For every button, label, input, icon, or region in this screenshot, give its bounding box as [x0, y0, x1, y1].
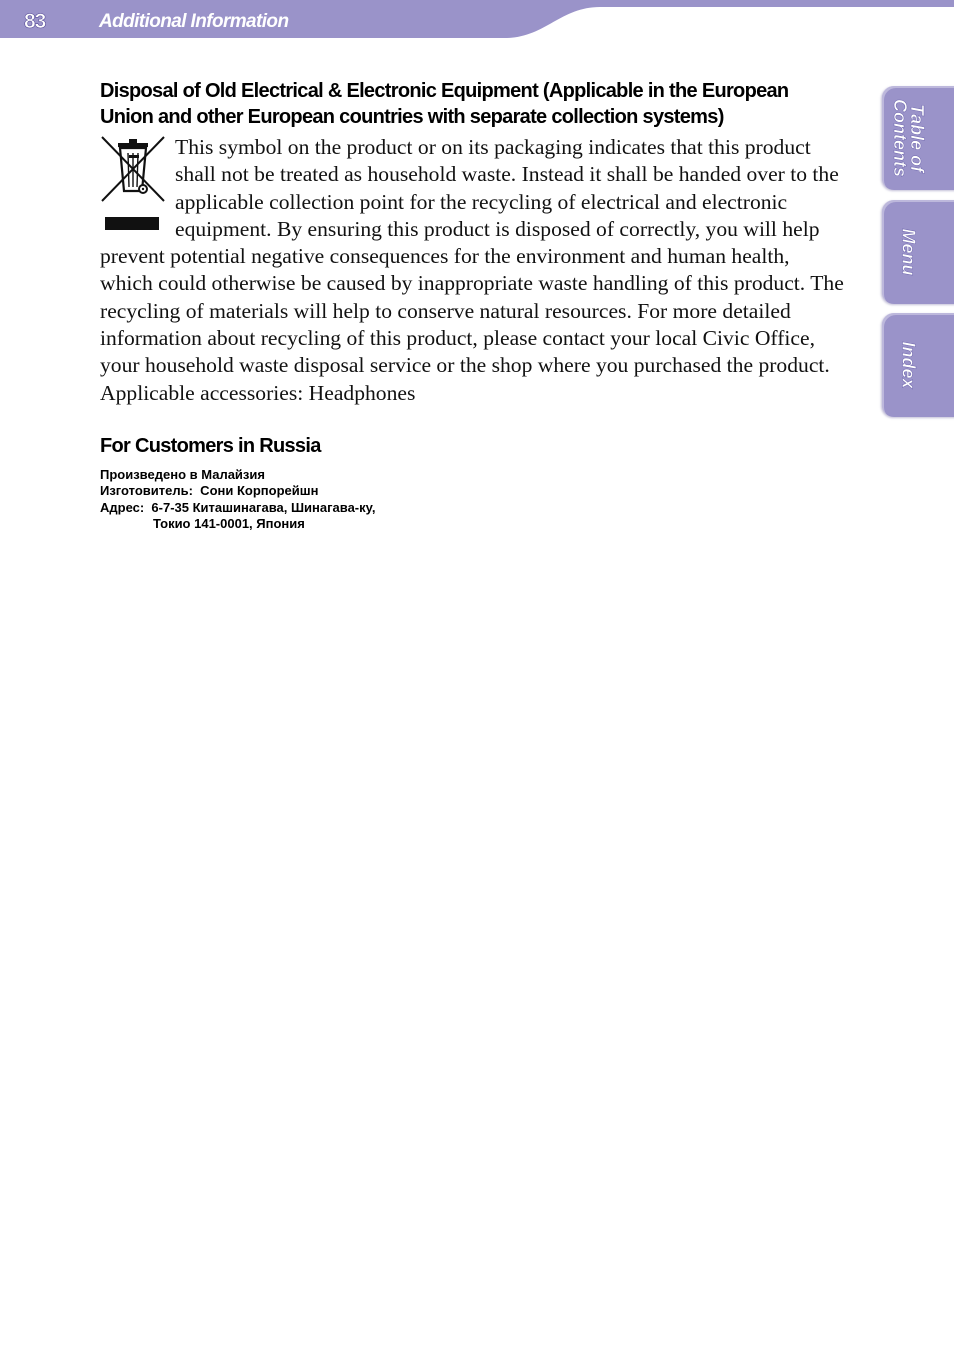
page-number: 83 — [24, 10, 46, 33]
russia-address-line-2: Токио 141-0001, Япония — [153, 516, 305, 532]
russia-heading: For Customers in Russia — [100, 434, 321, 457]
disposal-body-text: This symbol on the product or on its packaging indicates that this product shall not be treated as household waste. Instead it shall be handed over to the applicable collection point for the recycling of electrical and electronic equipment. By ensuring this product is disposed of correctly, you will help prevent potential negative consequences for the environment and human health, which could otherwise be caused by inappropriate waste handling of this product. The recycling of materials will help to conserve natural resources. For more detailed information about recycling of this product, please contact your local Civic Office, your household waste disposal service or the shop where you purchased the product. — [100, 135, 844, 378]
russia-address-line-1: Адрес: 6-7-35 Киташинагава, Шинагава-ку, — [100, 499, 376, 515]
tab-table-of-contents-label: Table of Contents — [890, 99, 927, 177]
tab-menu[interactable] — [882, 200, 954, 304]
tab-index[interactable] — [882, 313, 954, 417]
crossed-out-wheelie-bin-icon — [100, 133, 166, 233]
main-content — [100, 78, 845, 533]
tab-menu-label: Menu — [898, 228, 919, 276]
disposal-heading: Disposal of Old Electrical & Electronic Equipment (Applicable in the European Union and other European countries with separate collection systems) — [100, 80, 789, 128]
disposal-section — [100, 134, 845, 407]
header-band — [0, 0, 954, 42]
section-title: Additional Information — [99, 11, 289, 32]
russia-info — [100, 467, 845, 533]
russia-manufacturer: Изготовитель: Сони Корпорейшн — [100, 483, 319, 499]
tab-index-label: Index — [898, 341, 919, 389]
applicable-accessories: Applicable accessories: Headphones — [100, 380, 416, 405]
russia-made-in: Произведено в Малайзия — [100, 466, 265, 482]
tab-table-of-contents[interactable] — [882, 86, 954, 190]
